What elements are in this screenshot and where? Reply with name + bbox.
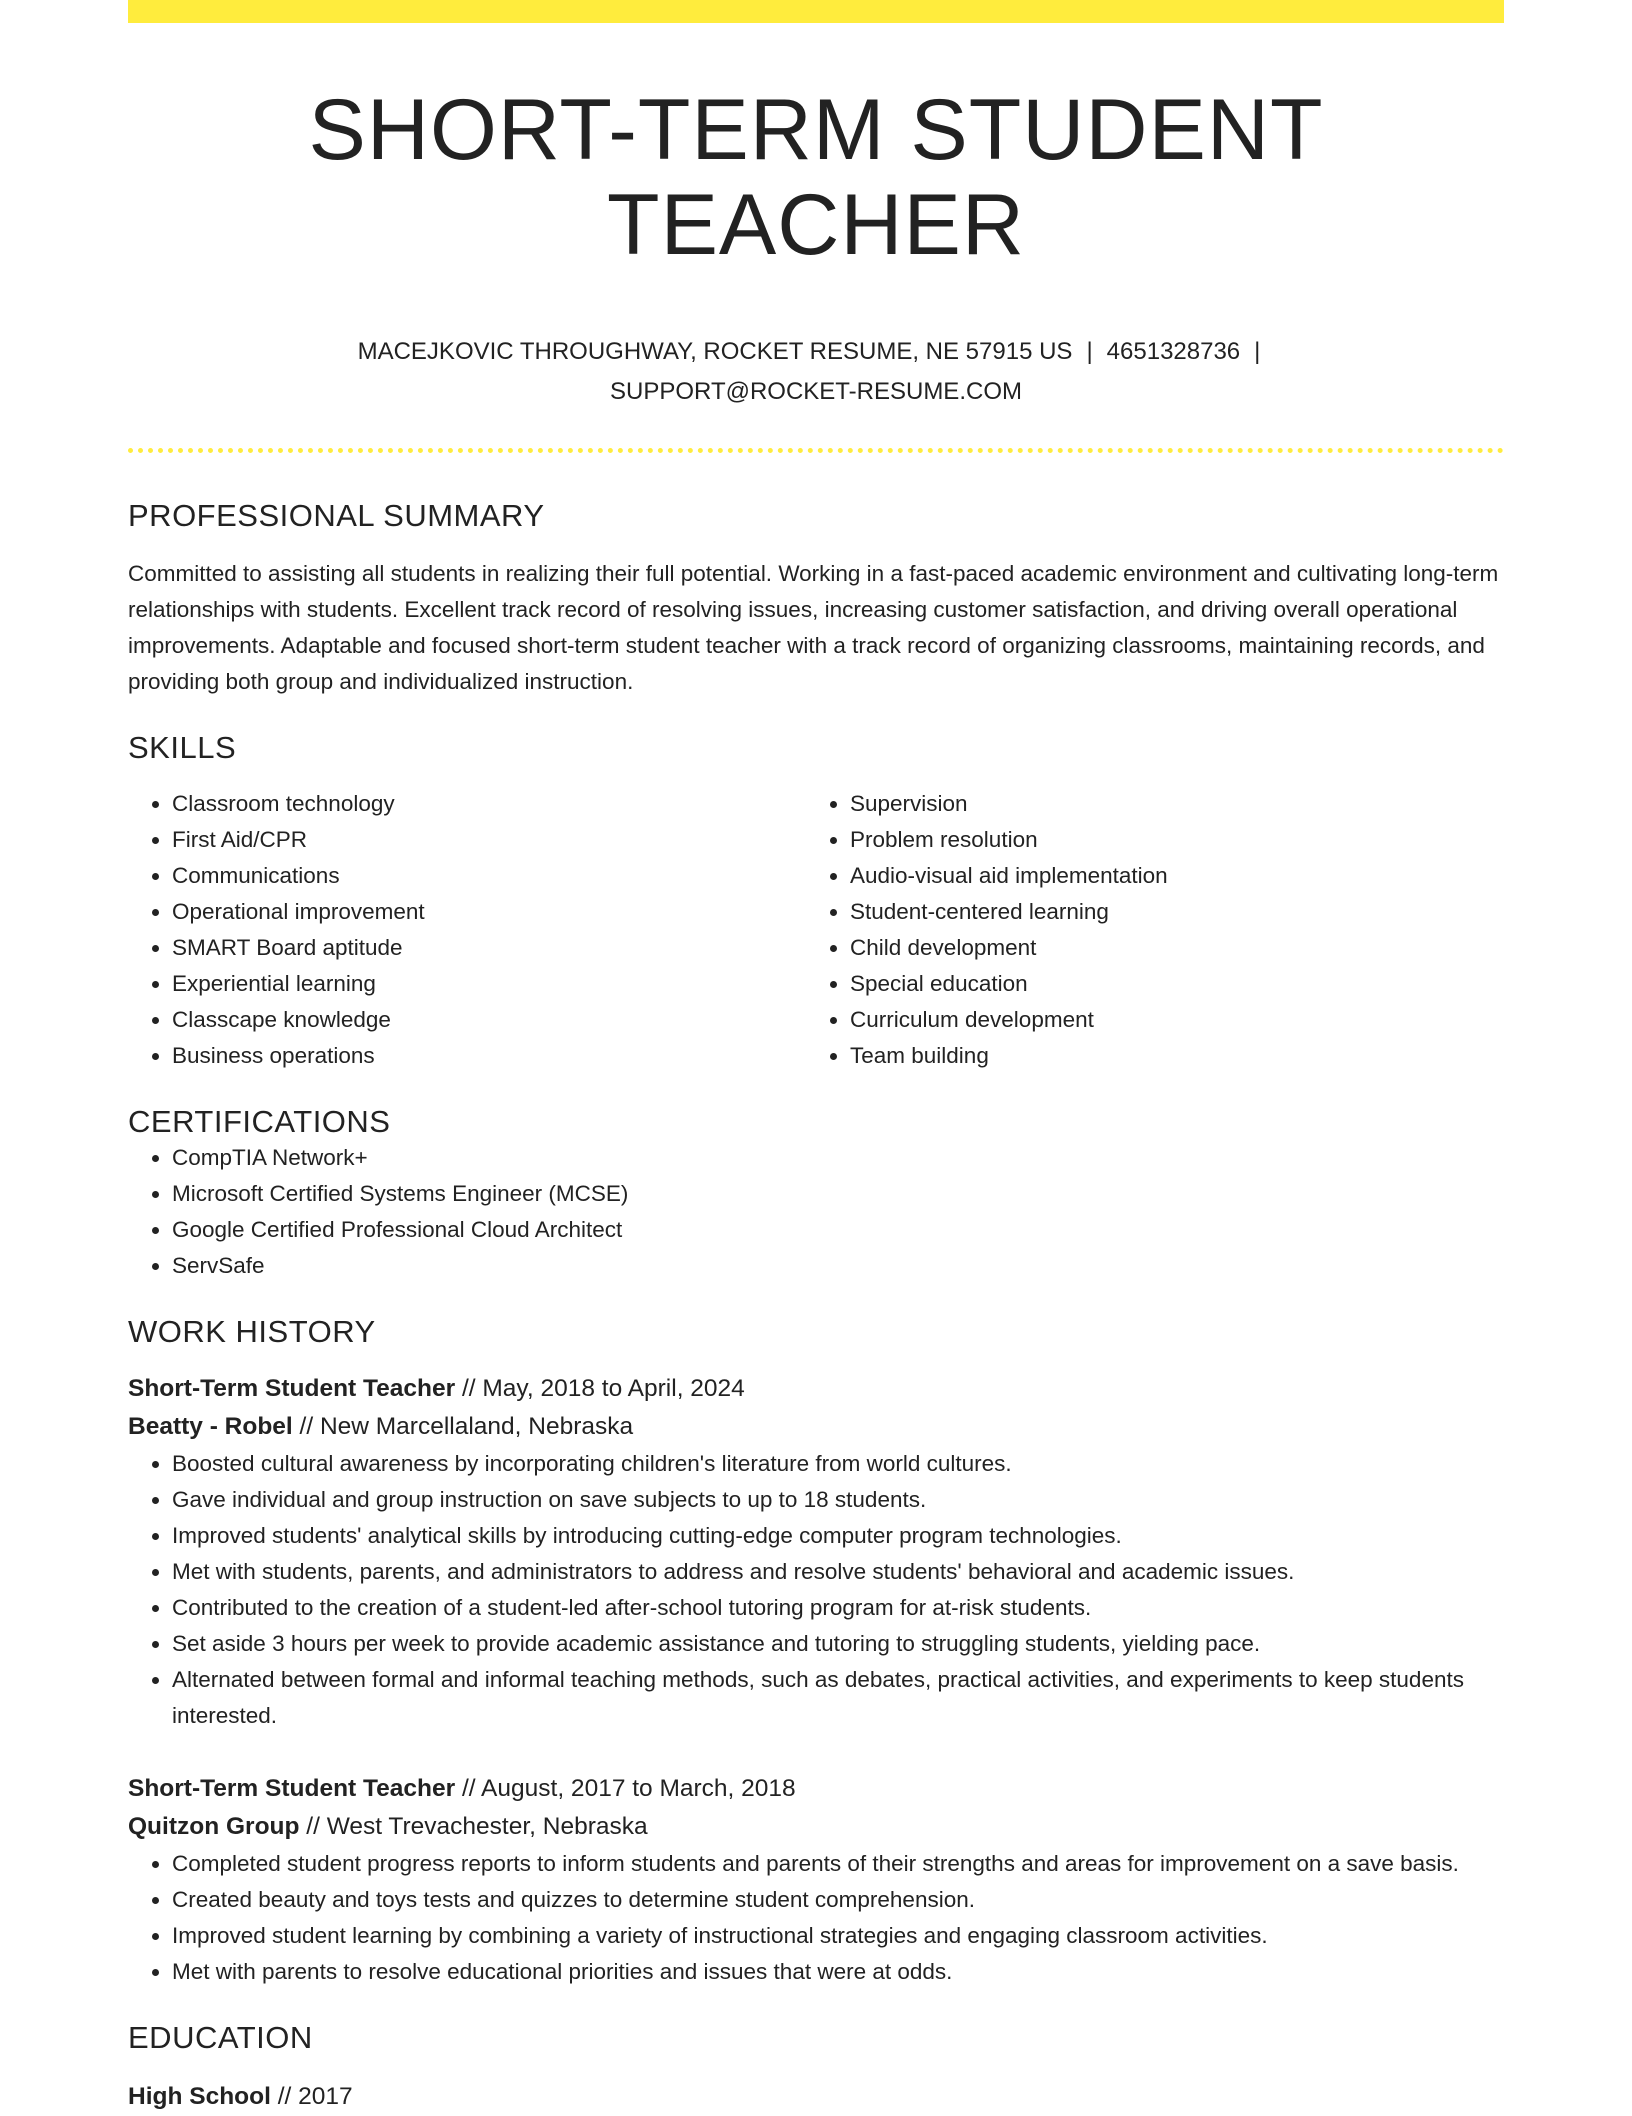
job-role-line — [128, 1370, 1504, 1408]
resume-page — [128, 0, 1504, 2116]
section-title-education: EDUCATION — [128, 2020, 313, 2056]
skill-item: • Business operations — [172, 1038, 806, 1074]
skill-item: • Classcape knowledge — [172, 1002, 806, 1038]
certification-item: • Google Certified Professional Cloud Architect — [172, 1212, 1504, 1248]
section-title-certifications: CERTIFICATIONS — [128, 1104, 391, 1140]
dotted-divider — [128, 448, 1504, 453]
job-bullet: • Completed student progress reports to inform students and parents of their strengths and areas for improvement on a save basis. — [172, 1846, 1504, 1882]
education-degree: High School — [128, 2083, 271, 2111]
skill-item: • Special education — [850, 966, 1484, 1002]
contact-info — [128, 332, 1504, 412]
certification-item: • ServSafe — [172, 1248, 1504, 1284]
contact-separator: | — [1254, 338, 1261, 366]
skill-item: • Supervision — [850, 786, 1484, 822]
job-dates: // August, 2017 to March, 2018 — [455, 1775, 796, 1803]
skill-item: • Problem resolution — [850, 822, 1484, 858]
job-bullet: • Alternated between formal and informal teaching methods, such as debates, practical activities, and experiments to keep students interested. — [172, 1662, 1504, 1734]
skill-item: • Child development — [850, 930, 1484, 966]
job-bullet: • Improved student learning by combining a variety of instructional strategies and engaging classroom activities. — [172, 1918, 1504, 1954]
job-bullet: • Gave individual and group instruction on save subjects to up to 18 students. — [172, 1482, 1504, 1518]
job-bullet: • Met with students, parents, and administrators to address and resolve students' behavioral and academic issues. — [172, 1554, 1504, 1590]
job-company: Beatty - Robel — [128, 1413, 293, 1441]
skill-item: • First Aid/CPR — [172, 822, 806, 858]
job-bullet: • Created beauty and toys tests and quizzes to determine student comprehension. — [172, 1882, 1504, 1918]
skill-item: • Experiential learning — [172, 966, 806, 1002]
job-entry — [128, 1770, 1504, 1990]
skill-item: • Audio-visual aid implementation — [850, 858, 1484, 894]
job-role: Short-Term Student Teacher — [128, 1375, 456, 1403]
job-bullet: • Contributed to the creation of a student-led after-school tutoring program for at-risk students. — [172, 1590, 1504, 1626]
section-title-work-history: WORK HISTORY — [128, 1314, 376, 1350]
skill-item: • Classroom technology — [172, 786, 806, 822]
job-role: Short-Term Student Teacher — [128, 1775, 456, 1803]
job-company-line — [128, 1808, 1504, 1846]
job-bullet: • Met with parents to resolve educational priorities and issues that were at odds. — [172, 1954, 1504, 1990]
skills-list-right — [806, 786, 1484, 1074]
section-title-skills: SKILLS — [128, 730, 237, 766]
skill-item: • Team building — [850, 1038, 1484, 1074]
skill-item: • Student-centered learning — [850, 894, 1484, 930]
job-bullet: • Set aside 3 hours per week to provide academic assistance and tutoring to struggling students, yielding pace. — [172, 1626, 1504, 1662]
certifications-list — [128, 1140, 1504, 1284]
skill-item: • Communications — [172, 858, 806, 894]
contact-phone: 4651328736 — [1106, 338, 1241, 366]
job-company: Quitzon Group — [128, 1813, 300, 1841]
job-bullet: • Improved students' analytical skills by introducing cutting-edge computer program technologies. — [172, 1518, 1504, 1554]
contact-separator: | — [1086, 338, 1093, 366]
job-bullet-list — [128, 1446, 1504, 1734]
skills-list-left — [128, 786, 806, 1074]
job-bullet: • Boosted cultural awareness by incorporating children's literature from world cultures. — [172, 1446, 1504, 1482]
skills-column-left — [128, 786, 806, 1074]
skills-column-right — [806, 786, 1484, 1074]
skill-item: • SMART Board aptitude — [172, 930, 806, 966]
certification-item: • CompTIA Network+ — [172, 1140, 1504, 1176]
skill-item: • Curriculum development — [850, 1002, 1484, 1038]
accent-top-bar — [128, 0, 1504, 23]
skills-grid — [128, 786, 1504, 1074]
job-role-line — [128, 1770, 1504, 1808]
job-entry — [128, 1370, 1504, 1734]
education-entry — [128, 2078, 1504, 2116]
job-company-line — [128, 1408, 1504, 1446]
education-year: // 2017 — [270, 2083, 353, 2111]
job-bullet-list — [128, 1846, 1504, 1990]
job-location: // New Marcellaland, Nebraska — [292, 1413, 634, 1441]
resume-name: SHORT-TERM STUDENT TEACHER — [308, 82, 1324, 273]
skill-item: • Operational improvement — [172, 894, 806, 930]
job-location: // West Trevachester, Nebraska — [299, 1813, 648, 1841]
certification-item: • Microsoft Certified Systems Engineer (MCSE) — [172, 1176, 1504, 1212]
summary-text: Committed to assisting all students in realizing their full potential. Working in a fast-paced academic environment and cultivating long-term relationships with students. Excellent track record of resolving issues, increasing customer satisfaction, and driving overall operational improvements. Adaptable and focused short-term student teacher with a track record of organizing classrooms, maintaining records, and providing both group and individualized instruction. — [128, 561, 1499, 695]
job-dates: // May, 2018 to April, 2024 — [455, 1375, 745, 1403]
contact-email: SUPPORT@ROCKET-RESUME.COM — [610, 378, 1022, 406]
contact-address: MACEJKOVIC THROUGHWAY, ROCKET RESUME, NE 57915 US — [357, 338, 1073, 366]
section-title-summary: PROFESSIONAL SUMMARY — [128, 498, 545, 534]
